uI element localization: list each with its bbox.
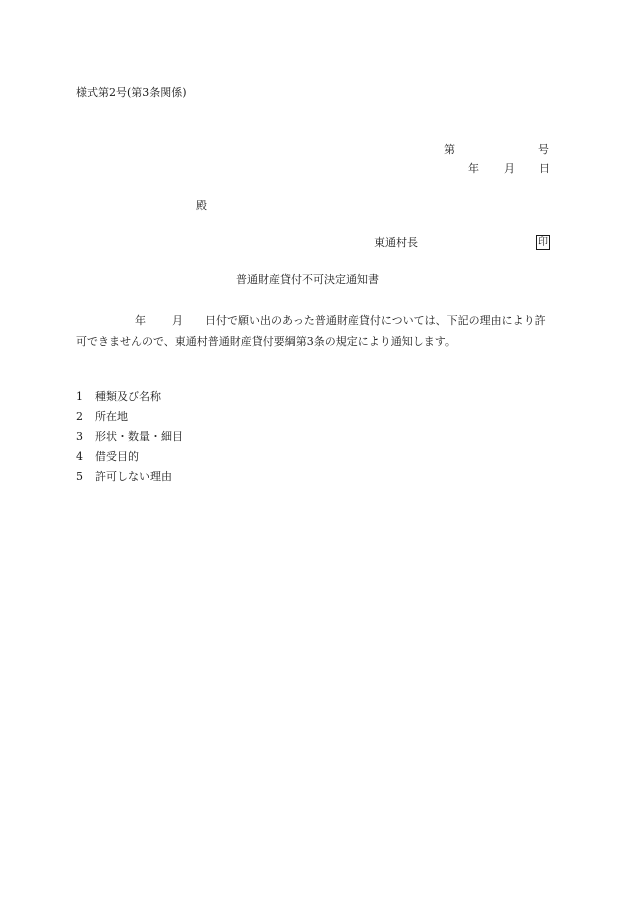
body-month: 月 <box>172 314 183 327</box>
addressee-honorific: 殿 <box>196 199 207 212</box>
form-label: 様式第2号(第3条関係) <box>76 86 187 99</box>
date-year: 年 <box>468 162 479 175</box>
doc-number-prefix: 第 <box>444 143 455 156</box>
item-label: 借受目的 <box>95 450 139 463</box>
item-list <box>76 387 183 487</box>
item-number: 2 <box>76 410 83 423</box>
item-number: 1 <box>76 390 83 403</box>
list-item <box>76 427 183 447</box>
list-item <box>76 467 183 487</box>
list-item <box>76 387 183 407</box>
item-number: 5 <box>76 470 83 483</box>
item-label: 許可しない理由 <box>95 470 172 483</box>
item-label: 形状・数量・細目 <box>95 430 183 443</box>
doc-number-suffix: 号 <box>538 143 549 156</box>
document-title: 普通財産貸付不可決定通知書 <box>236 273 379 286</box>
date-month: 月 <box>504 162 515 175</box>
item-number: 4 <box>76 450 83 463</box>
date-day: 日 <box>539 162 550 175</box>
item-number: 3 <box>76 430 83 443</box>
list-item <box>76 407 183 427</box>
seal-stamp: 印 <box>538 237 548 248</box>
list-item <box>76 447 183 467</box>
item-label: 所在地 <box>95 410 128 423</box>
item-label: 種類及び名称 <box>95 390 161 403</box>
body-year: 年 <box>135 314 146 327</box>
issuer-title: 東通村長 <box>374 236 418 249</box>
body-paragraph <box>76 310 552 352</box>
body-text: 日付で願い出のあった普通財産貸付については、下記の理由により許可できませんので、東通村普通財産貸付要綱第3条の規定により通知します。 <box>76 314 546 348</box>
seal-mark <box>536 235 550 250</box>
